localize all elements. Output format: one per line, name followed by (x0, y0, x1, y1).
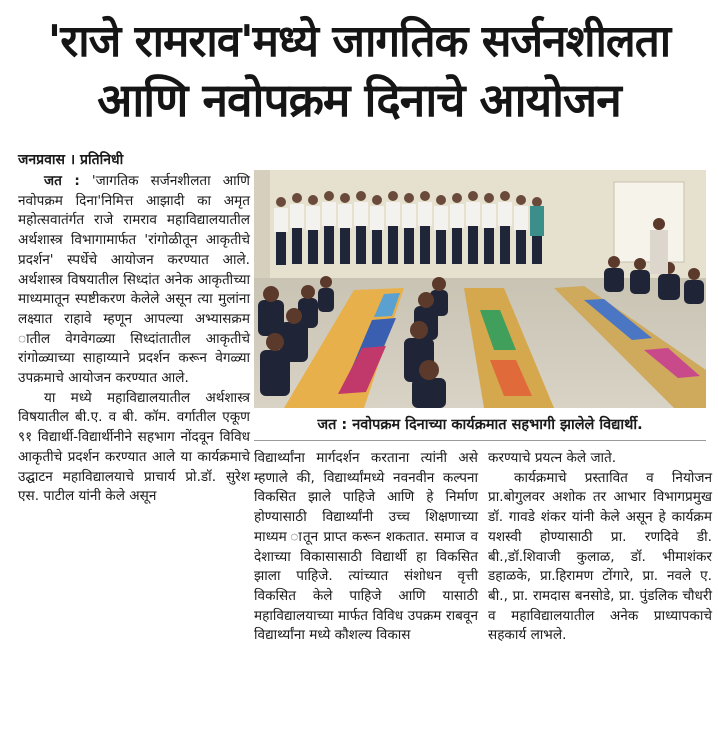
photo-caption: जत : नवोपक्रम दिनाच्या कार्यक्रमात सहभागी झालेले विद्यार्थी. (317, 417, 643, 433)
column3-paragraph-2: कार्यक्रमाचे प्रस्तावित व नियोजन प्रा.बोगुलवर अशोक तर आभार विभागप्रमुख डॉ. गावडे शंकर यांनी केले असून हे कार्यक्रम यशस्वी होण्यासाठी प्रा. रणदिवे डी. बी.,डॉ.शिवाजी कुलाळ, डॉ. भीमाशंकर डहाळके, प्रा.हिरामण टोंगारे, प्रा. नवले ए. बी., प्रा. रामदास बनसोडे, प्रा. पुंडलिक चौधरी व महाविद्यालयातील अनेक प्राध्यापकाचे सहकार्य लाभले. (488, 469, 712, 644)
caption-divider (254, 440, 706, 441)
article-column-3 (488, 449, 712, 646)
event-photo-illustration (254, 170, 706, 408)
column2-paragraph-1: विद्यार्थ्यांना मार्गदर्शन करताना त्यांनी असे म्हणाले की, विद्यार्थ्यांमध्ये नवनवीन कल्पना विकसित झाले पाहिजे आणि हे निर्माण होण्यासाठी विद्यार्थ्यांनी उच्च शिक्षणाच्या माध्यम ातून प्राप्त करून शकतात. समाज व देशाच्या विकासासाठी विद्यार्थी हा विकसित झाला पाहिजे. त्यांच्यात संशोधन वृत्ती विकसित केले पाहिजे आणि यासाठी महाविद्यालयाच्या मार्फत विविध उपक्रम राबवून विद्यार्थ्यांना मध्ये कौशल्य विकास (254, 450, 478, 644)
column1-paragraph-1 (18, 172, 250, 389)
headline-line-1: 'राजे रामराव'मध्ये जागतिक सर्जनशीलता (47, 16, 671, 67)
column1-paragraph-2: या मध्ये महाविद्यालयातील अर्थशास्त्र विषयातील बी.ए. व बी. कॉम. वर्गातील एकूण ९१ विद्यार्थी-विद्यार्थीनीने सहभाग नोंदवून विविध आकृतीचे प्रदर्शन करण्यात आले या कार्यक्रमाचे उद्घाटन महाविद्यालयाचे प्राचार्य प्रो.डॉ. सुरेश एस. पाटील यांनी केले असून (18, 389, 250, 505)
event-photo (254, 170, 706, 408)
column1-paragraph-1-text: 'जागतिक सर्जनशीलता आणि नवोपक्रम दिना'निमित्त आझादी का अमृत महोत्सवातंर्गत राजे रामराव महाविद्यालयातील अर्थशास्त्र विभागामार्फत 'रांगोळीतून आकृतीचे प्रदर्शन' स्पर्धेचे आयोजन करण्यात आले. अर्थशास्त्र विषयातील सिध्दांत अनेक आकृतीच्या माध्यमातून स्पष्टीकरण केलेले असून त्या मुलांना लक्ष्यात राहावे म्हणून आपल्या अभ्यासक्रम ातील वेगवेगळ्या सिध्दांतातील आकृतीचे रांगोळ्याच्या साहाय्याने प्रदर्शन करून वेगळ्या उपक्रमाचे आयोजन करण्यात आले. (18, 173, 250, 387)
article-column-2 (254, 449, 478, 646)
headline-line-2: आणि नवोपक्रम दिनाचे आयोजन (97, 73, 621, 127)
headline (0, 14, 718, 130)
article-column-1 (18, 172, 250, 507)
column3-paragraph-1: करण्याचे प्रयत्न केले जाते. (488, 450, 617, 466)
dateline: जत : (44, 173, 80, 189)
byline: जनप्रवास । प्रतिनिधी (18, 152, 124, 168)
